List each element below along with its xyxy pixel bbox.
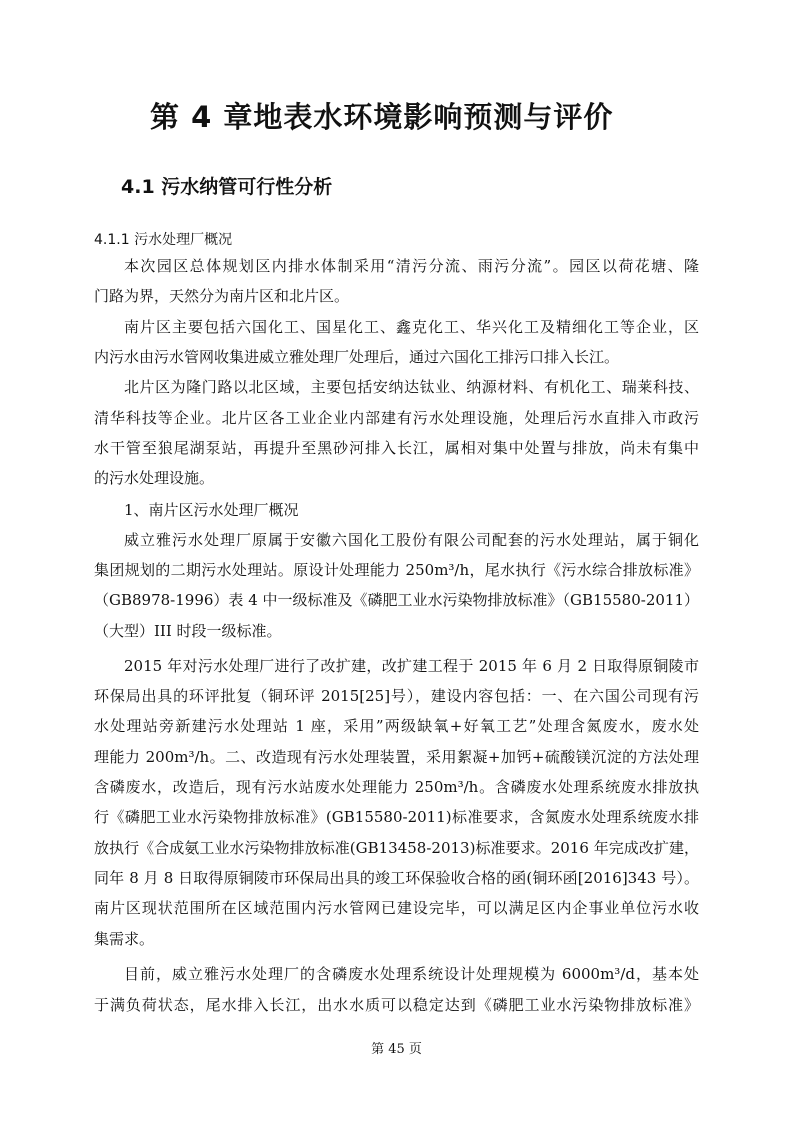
text-line: 放执行《合成氨工业水污染物排放标准(GB13458-2013)标准要求。2016 年完成改扩建， [94, 839, 699, 857]
text-line: 于满负荷状态，尾水排入长江，出水水质可以稳定达到《磷肥工业水污染物排放标准》 [94, 996, 699, 1014]
text-line: 南片区现状范围所在区域范围内污水管网已建设完毕，可以满足区内企事业单位污水收 [94, 899, 699, 917]
page-number: 第 45 页 [371, 1042, 422, 1057]
section-title: 4.1 污水纳管可行性分析 [121, 176, 333, 198]
text-line: 行《磷肥工业水污染物排放标准》(GB15580-2011)标准要求，含氮废水处理系统废水排 [94, 808, 699, 826]
text-line: 理能力 200m³/h。二、改造现有污水处理装置，采用絮凝+加钙+硫酸镁沉淀的方法处理 [94, 748, 699, 766]
text-line: 清华科技等企业。北片区各工业企业内部建有污水处理设施，处理后污水直排入市政污 [94, 409, 699, 427]
text-line: 2015 年对污水处理厂进行了改扩建，改扩建工程于 2015 年 6 月 2 日取得原铜陵市 [124, 657, 699, 675]
text-line: 南片区主要包括六国化工、国星化工、鑫克化工、华兴化工及精细化工等企业，区 [124, 318, 699, 336]
text-line: 目前，威立雅污水处理厂的含磷废水处理系统设计处理规模为 6000m³/d，基本处 [124, 965, 699, 983]
subsection-title: 4.1.1 污水处理厂概况 [94, 232, 233, 248]
text-line: （大型）III 时段一级标准。 [94, 622, 282, 640]
text-line: 本次园区总体规划区内排水体制采用“清污分流、雨污分流”。园区以荷花塘、隆 [124, 257, 699, 275]
text-line: 集团规划的二期污水处理站。原设计处理能力 250m³/h，尾水执行《污水综合排放标准》 [94, 561, 699, 579]
text-line: 的污水处理设施。 [94, 469, 215, 487]
text-line: 含磷废水，改造后，现有污水站废水处理能力 250m³/h。含磷废水处理系统废水排放执 [94, 778, 699, 796]
text-line: 集需求。 [94, 930, 155, 948]
text-line: 同年 8 月 8 日取得原铜陵市环保局出具的竣工环保验收合格的函(铜环函[2016]343 号）。 [94, 869, 699, 887]
text-line: 水干管至狼尾湖泵站，再提升至黑砂河排入长江，属相对集中处置与排放，尚未有集中 [94, 439, 699, 457]
text-line: 环保局出具的环评批复（铜环评 2015[25]号），建设内容包括：一、在六国公司现有污 [94, 687, 699, 705]
text-line: 威立雅污水处理厂原属于安徽六国化工股份有限公司配套的污水处理站，属于铜化 [124, 531, 699, 549]
text-line: 门路为界，天然分为南片区和北片区。 [94, 287, 350, 305]
text-line: 1、南片区污水处理厂概况 [124, 501, 299, 519]
chapter-title: 第 4 章地表水环境影响预测与评价 [150, 100, 614, 134]
text-line: 水处理站旁新建污水处理站 1 座，采用”两级缺氧+好氧工艺”处理含氮废水，废水处 [94, 717, 699, 735]
text-line: （GB8978-1996）表 4 中一级标准及《磷肥工业水污染物排放标准》（GB15580-2011） [94, 591, 699, 609]
text-line: 内污水由污水管网收集进威立雅处理厂处理后，通过六国化工排污口排入长江。 [94, 348, 620, 366]
text-line: 北片区为隆门路以北区域，主要包括安纳达钛业、纳源材料、有机化工、瑞莱科技、 [124, 378, 699, 396]
